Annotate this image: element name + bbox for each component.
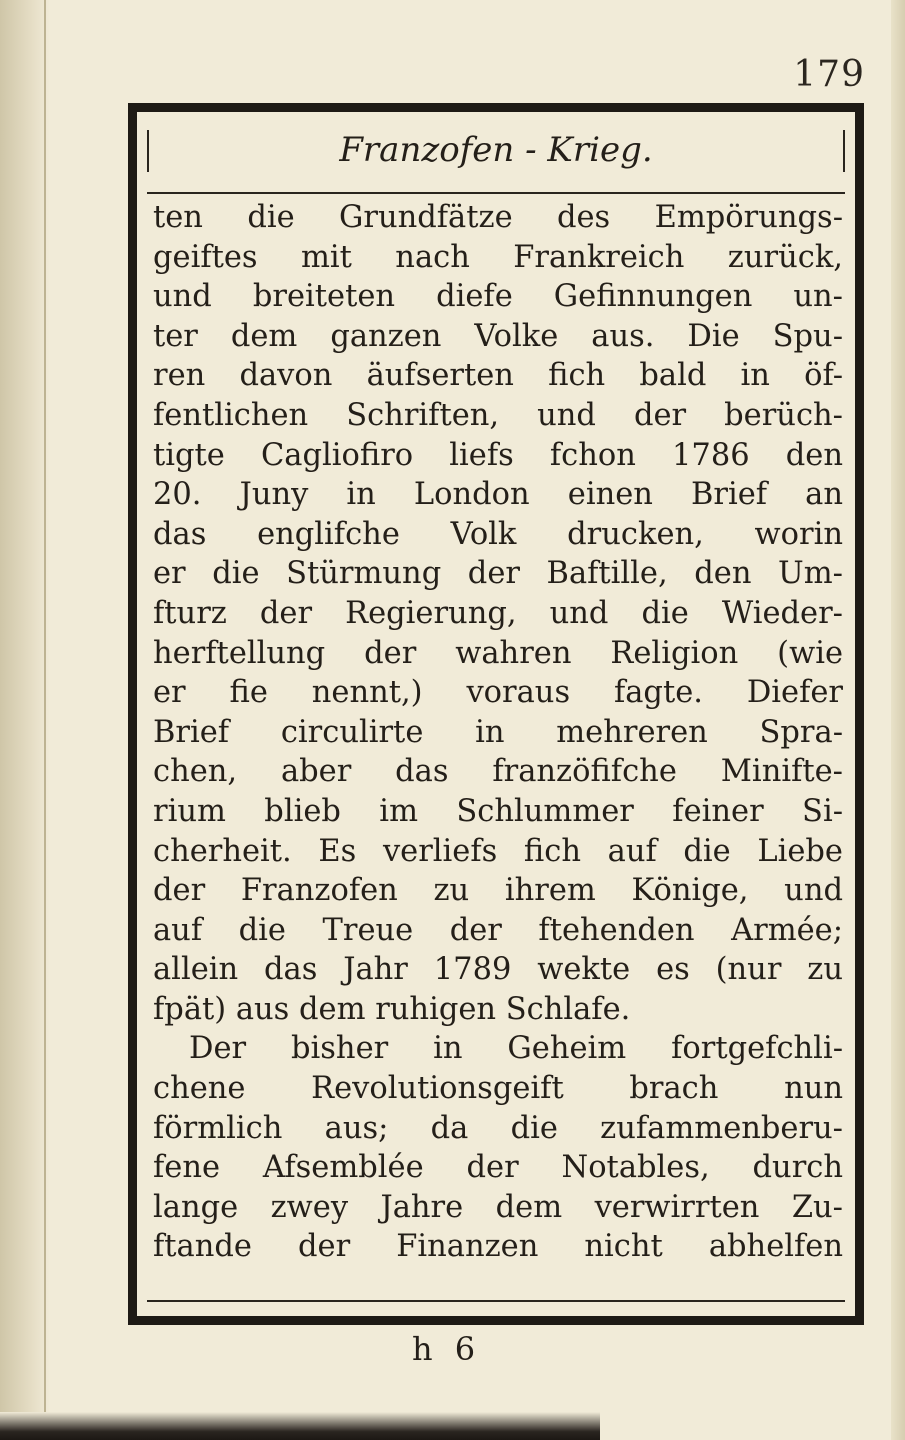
text-line: allein das Jahr 1789 wekte es (nur zu	[153, 952, 843, 988]
text-line: auf die Treue der ftehenden Armée;	[153, 912, 843, 948]
text-line: er fie nennt,) voraus fagte. Diefer	[153, 675, 843, 711]
body-text	[153, 198, 843, 1267]
text-line: Der bisher in Geheim fortgefchli-	[189, 1031, 843, 1067]
text-line: fentlichen Schriften, und der berüch-	[153, 397, 843, 433]
text-line: fturz der Regierung, und die Wieder-	[153, 595, 843, 631]
text-line: chen, aber das franzöfifche Minifte-	[153, 754, 843, 790]
header-rule	[147, 192, 845, 194]
text-line: 20. Juny in London einen Brief an	[153, 477, 843, 513]
text-line: herftellung der wahren Religion (wie	[153, 635, 843, 671]
gutter-edge-line	[44, 0, 46, 1440]
text-line: rium blieb im Schlummer feiner Si-	[153, 793, 843, 829]
page-right-edge	[891, 0, 905, 1440]
scan-bottom-shadow	[0, 1412, 600, 1440]
text-line: ten die Grundfätze des Empörungs-	[153, 200, 843, 235]
text-line: er die Stürmung der Baftille, den Um-	[153, 556, 843, 592]
footer-rule	[147, 1300, 845, 1302]
text-line: ftande der Finanzen nicht abhelfen	[153, 1229, 843, 1265]
text-line: cherheit. Es verliefs fich auf die Liebe	[153, 833, 843, 869]
text-line: das englifche Volk drucken, worin	[153, 516, 843, 552]
text-line: fpät) aus dem ruhigen Schlafe.	[153, 991, 631, 1027]
text-line: fene Afsemblée der Notables, durch	[153, 1150, 843, 1186]
text-frame	[128, 103, 864, 1325]
signature-mark: h 6	[412, 1330, 482, 1368]
text-line: Brief circulirte in mehreren Spra-	[153, 714, 843, 750]
binding-gutter	[0, 0, 50, 1440]
text-line: lange zwey Jahre dem verwirrten Zu-	[153, 1189, 843, 1225]
text-line: chene Revolutionsgeift brach nun	[153, 1071, 843, 1107]
text-line: förmlich aus; da die zufammenberu-	[153, 1110, 843, 1146]
text-line: geiftes mit nach Frankreich zurück,	[153, 239, 843, 275]
text-line: ter dem ganzen Volke aus. Die Spu-	[153, 318, 843, 354]
text-line: tigte Cagliofiro liefs fchon 1786 den	[153, 437, 843, 473]
page-number: 179	[793, 54, 865, 95]
text-line: und breiteten diefe Gefinnungen un-	[153, 279, 843, 315]
running-header: Franzofen - Krieg.	[339, 130, 653, 170]
text-line: der Franzofen zu ihrem Könige, und	[153, 873, 843, 909]
text-line: ren davon äufserten fich bald in öf-	[153, 358, 843, 394]
